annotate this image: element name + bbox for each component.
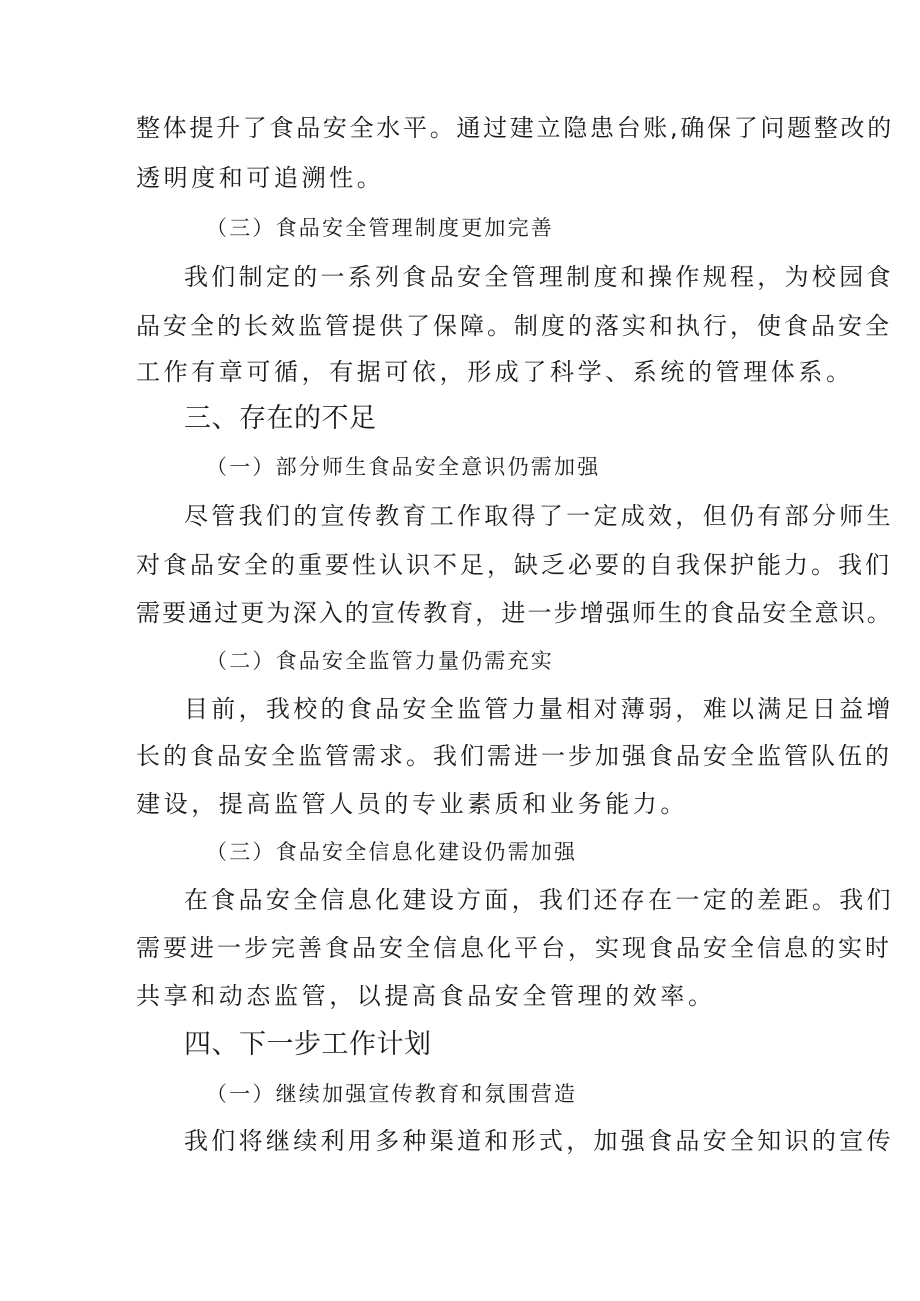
body-line: 对食品安全的重要性认识不足，缺乏必要的自我保护能力。我们	[136, 551, 892, 579]
section-heading: 四、下一步工作计划	[184, 1029, 432, 1060]
subsection-title: （一）部分师生食品安全意识仍需加强	[206, 455, 601, 479]
body-line: 工作有章可循，有据可依，形成了科学、系统的管理体系。	[136, 358, 854, 386]
body-line: 需要通过更为深入的宣传教育，进一步增强师生的食品安全意识。	[136, 599, 893, 627]
body-line: 品安全的长效监管提供了保障。制度的落实和执行，使食品安全	[136, 312, 892, 340]
subsection-title: （三）食品安全管理制度更加完善	[206, 216, 554, 240]
body-line: 目前，我校的食品安全监管力量相对薄弱，难以满足日益增	[184, 695, 894, 723]
body-line: 尽管我们的宣传教育工作取得了一定成效，但仍有部分师生	[184, 502, 894, 530]
body-line: 透明度和可追溯性。	[136, 164, 385, 192]
body-line: 建设，提高监管人员的专业素质和业务能力。	[136, 790, 688, 818]
section-heading: 三、存在的不足	[184, 403, 377, 434]
body-line: 共享和动态监管，以提高食品安全管理的效率。	[136, 982, 716, 1010]
body-line: 我们制定的一系列食品安全管理制度和操作规程，为校园食	[184, 263, 894, 291]
subsection-title: （一）继续加强宣传教育和氛围营造	[206, 1082, 578, 1106]
subsection-title: （二）食品安全监管力量仍需充实	[206, 649, 554, 673]
body-line: 需要进一步完善食品安全信息化平台，实现食品安全信息的实时	[136, 934, 892, 962]
body-line: 长的食品安全监管需求。我们需进一步加强食品安全监管队伍的	[136, 742, 892, 770]
body-line: 在食品安全信息化建设方面，我们还存在一定的差距。我们	[184, 886, 894, 914]
subsection-title: （三）食品安全信息化建设仍需加强	[206, 840, 578, 864]
body-line: 整体提升了食品安全水平。通过建立隐患台账,确保了问题整改的	[136, 114, 894, 142]
body-line: 我们将继续利用多种渠道和形式，加强食品安全知识的宣传	[184, 1127, 894, 1155]
